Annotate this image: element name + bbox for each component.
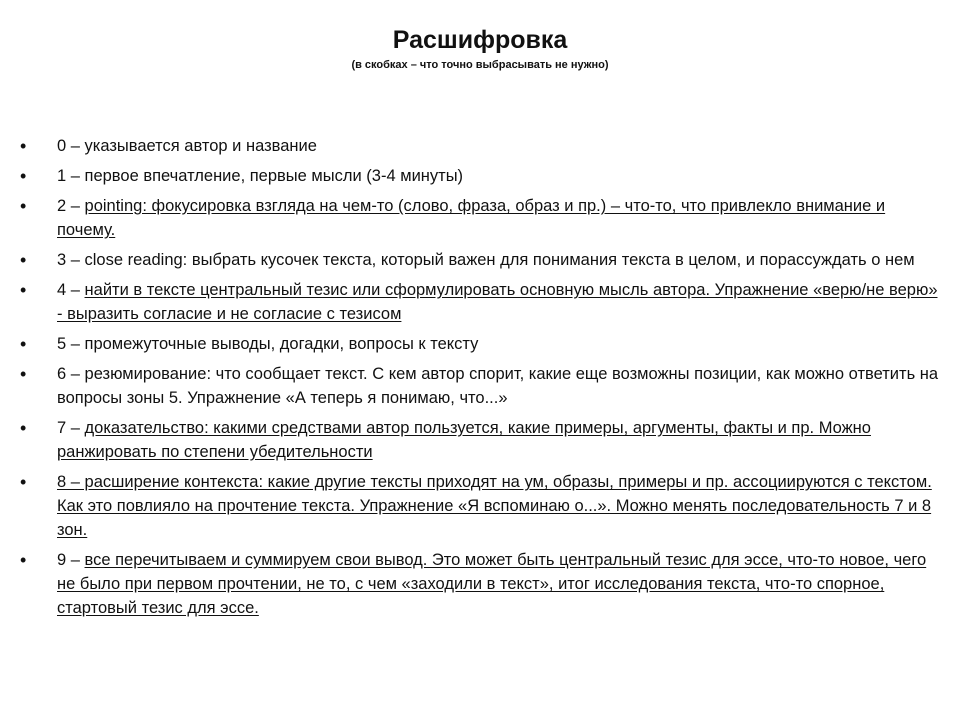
plain-text: 1 – первое впечатление, первые мысли (3-4 минуты)	[57, 167, 464, 185]
bullet-icon: •	[20, 550, 27, 570]
bullet-icon: •	[20, 418, 27, 438]
underlined-text: найти в тексте центральный тезис или сформулировать основную мысль автора. Упражнение «верю/не верю» - выразить согласие и не согласие с тезисом	[57, 281, 938, 323]
bullet-icon: •	[20, 280, 27, 300]
list-item	[20, 548, 940, 620]
list-item-text	[57, 137, 317, 155]
list-item	[20, 194, 940, 242]
list-item-text	[57, 419, 871, 461]
plain-text: 5 – промежуточные выводы, догадки, вопросы к тексту	[57, 335, 479, 353]
bullet-icon: •	[20, 364, 27, 384]
list-item	[20, 164, 940, 188]
list-item	[20, 278, 940, 326]
list-item-text	[57, 281, 938, 323]
list-item-text	[57, 473, 932, 539]
slide-subtitle: (в скобках – что точно выбрасывать не нужно)	[351, 59, 609, 71]
plain-text: 3 – close reading: выбрать кусочек текста, который важен для понимания текста в целом, и порассуждать о нем	[57, 251, 915, 269]
bullet-icon: •	[20, 166, 27, 186]
list-item-text	[57, 197, 885, 239]
plain-text: 4 –	[57, 281, 85, 299]
plain-text: 6 – резюмирование: что сообщает текст. С кем автор спорит, какие еще возможны позиции, как можно ответить на вопросы зоны 5. Упражнение «А теперь я понимаю, что...»	[57, 365, 939, 407]
underlined-text: доказательство: какими средствами автор пользуется, какие примеры, аргументы, факты и пр. Можно ранжировать по степени убедительности	[57, 419, 871, 461]
bullet-icon: •	[20, 196, 27, 216]
bullet-icon: •	[20, 250, 27, 270]
list-item	[20, 416, 940, 464]
list-item-text	[57, 365, 938, 407]
bullet-list	[20, 134, 940, 626]
list-item	[20, 362, 940, 410]
underlined-text: 8 – расширение контекста: какие другие тексты приходят на ум, образы, примеры и пр. ассоциируются с текстом. Как это повлияло на прочтение текста. Упражнение «Я вспоминаю о...». Можно менять последовательность 7 и 8 зон.	[57, 473, 932, 539]
bullet-icon: •	[20, 472, 27, 492]
list-item	[20, 134, 940, 158]
plain-text: 9 –	[57, 551, 85, 569]
underlined-text: pointing: фокусировка взгляда на чем-то (слово, фраза, образ и пр.) – что-то, что привлекло внимание и почему.	[57, 197, 886, 239]
plain-text: 2 –	[57, 197, 85, 215]
list-item	[20, 470, 940, 542]
slide-title: Расшифровка	[392, 26, 568, 54]
list-item	[20, 248, 940, 272]
list-item	[20, 332, 940, 356]
plain-text: 0 – указывается автор и название	[57, 137, 317, 155]
underlined-text: все перечитываем и суммируем свои вывод. Это может быть центральный тезис для эссе, что-то новое, чего не было при первом прочтении, не то, с чем «заходили в текст», итог исследования текста, что-то спорное, стартовый тезис для эссе.	[57, 551, 927, 617]
list-item-text	[57, 335, 478, 353]
bullet-icon: •	[20, 334, 27, 354]
list-item-text	[57, 167, 463, 185]
list-item-text	[57, 551, 926, 617]
plain-text: 7 –	[57, 419, 85, 437]
list-item-text	[57, 251, 915, 269]
bullet-icon: •	[20, 136, 27, 156]
